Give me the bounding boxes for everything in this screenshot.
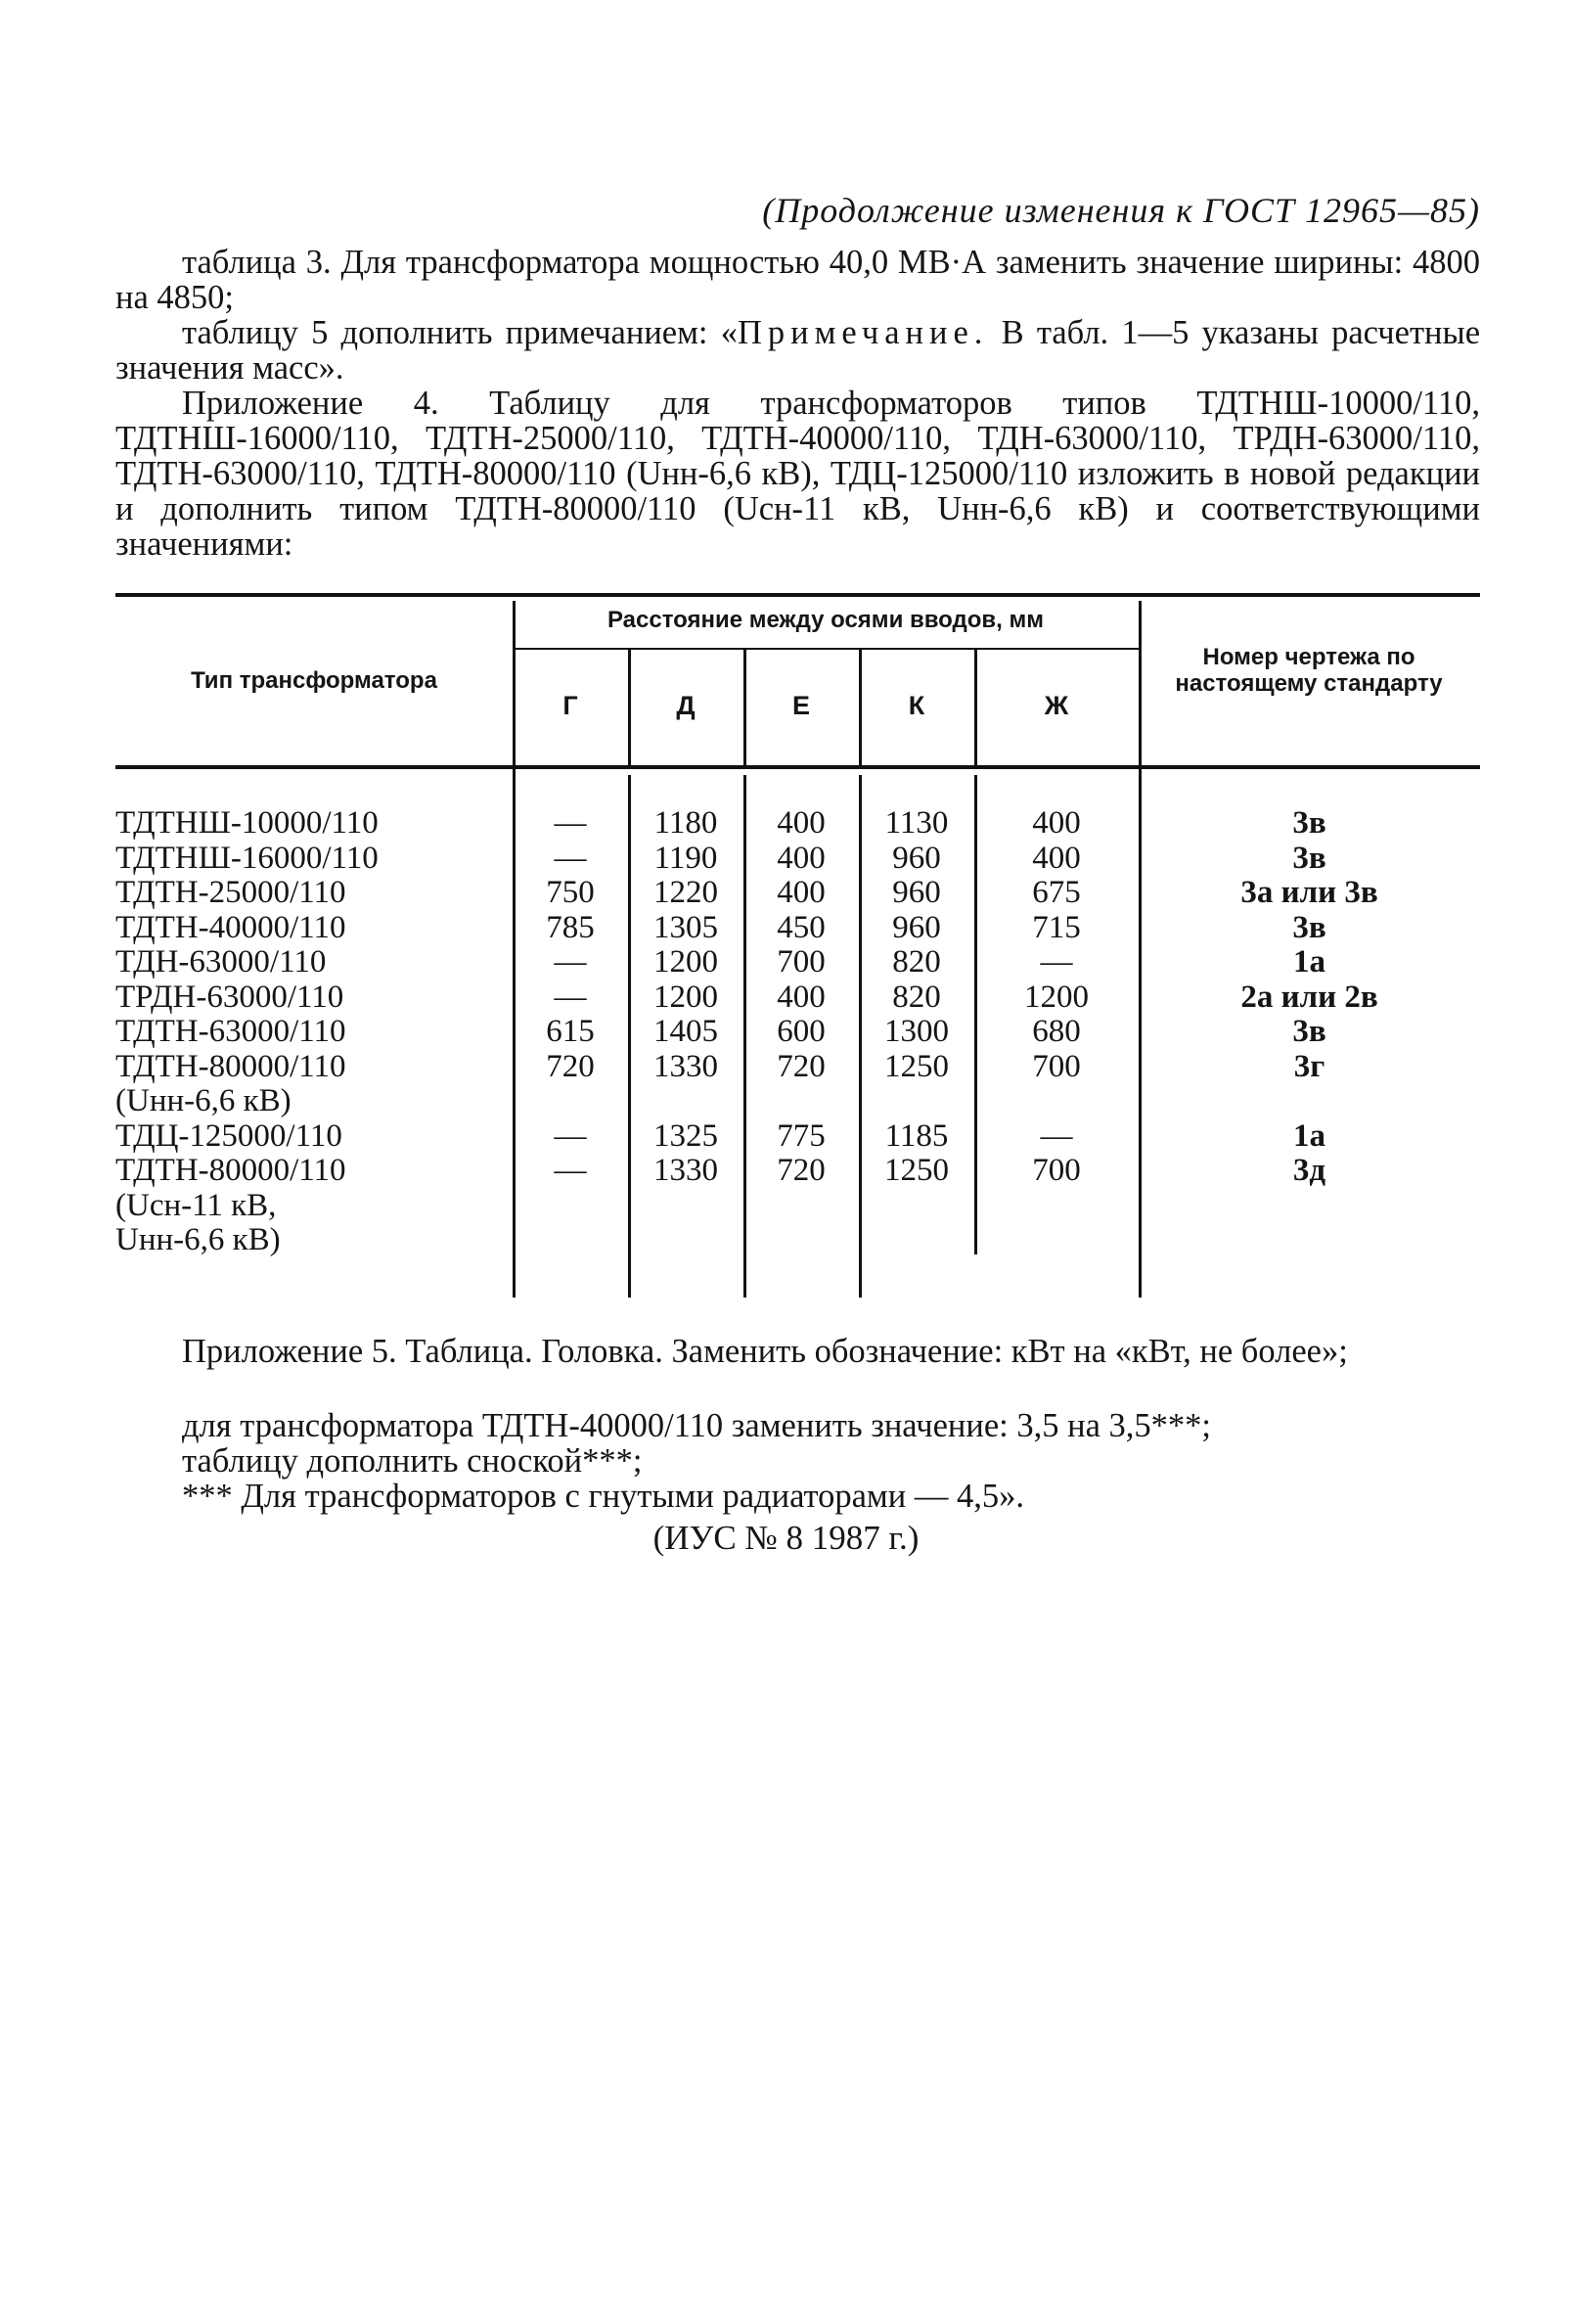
col-head-d: Д (676, 691, 696, 720)
cell-e: 400 (777, 979, 826, 1015)
cell-zh: 680 (1032, 1014, 1081, 1049)
page-header-continuation: (Продолжение изменения к ГОСТ 12965—85) (762, 191, 1480, 230)
paragraph-appendix4-text: Приложение 4. Таблицу для трансформаторов типов ТДТНШ-10000/110, ТДТНШ-16000/110, ТДТН-25000/110, ТДТН-40000/110, ТДН-63000/110, ТРДН-63000/110, ТДТН-63000/110, ТДТН-80000/110 (Uнн-6,6 кВ), ТДЦ-125000/110 изложить в новой редакции и дополнить типом ТДТН-80000/110 (Uсн-11 кВ, Uнн-6,6 кВ) и соответствующими значениями: (115, 385, 1480, 563)
table-row (115, 1015, 1480, 1050)
cell-d: 1305 (653, 909, 718, 945)
paragraph-table5 (115, 315, 1480, 386)
cell-d: 1190 (653, 840, 718, 876)
table-row (115, 1084, 1480, 1119)
cell-zh: 400 (1032, 805, 1081, 841)
cell-type: ТДТН-40000/110 (115, 909, 346, 945)
cell-zh: 1200 (1024, 979, 1089, 1015)
cell-g: — (554, 944, 587, 980)
cell-g: 615 (546, 1014, 595, 1049)
cell-d: 1405 (653, 1014, 718, 1049)
cell-e: 775 (777, 1117, 826, 1154)
cell-type: ТДТН-80000/110 (115, 1048, 346, 1084)
cell-type: ТДЦ-125000/110 (115, 1117, 342, 1154)
table-header-rule (115, 765, 1480, 769)
cell-g: — (554, 1153, 587, 1188)
cell-k: 960 (892, 840, 941, 876)
cell-e: 600 (777, 1014, 826, 1049)
cell-k: 960 (892, 909, 941, 945)
cell-k: 1250 (884, 1048, 949, 1084)
cell-k: 820 (892, 979, 941, 1015)
table-subheader-rule (513, 648, 1139, 650)
cell-d: 1180 (653, 805, 718, 841)
cell-k: 820 (892, 944, 941, 980)
header-type: Тип трансформатора (191, 667, 437, 694)
cell-k: 1250 (884, 1153, 949, 1188)
cell-type: ТДТН-80000/110 (115, 1153, 346, 1188)
cell-g: 750 (546, 875, 595, 910)
cell-type: ТДТНШ-10000/110 (115, 805, 379, 841)
cell-zh: 700 (1032, 1048, 1081, 1084)
cell-type: ТДН-63000/110 (115, 944, 327, 980)
cell-drawing: 3д (1292, 1153, 1326, 1188)
paragraph-table5-note: Примечание. (737, 314, 989, 351)
header-distance: Расстояние между осями вводов, мм (606, 607, 1045, 633)
table-row (115, 980, 1480, 1016)
cell-d: 1220 (653, 875, 718, 910)
table-row (115, 1154, 1480, 1189)
ius-reference: (ИУС № 8 1987 г.) (652, 1519, 920, 1557)
cell-d: 1200 (653, 979, 718, 1015)
cell-e: 400 (777, 875, 826, 910)
table-top-rule (115, 593, 1480, 597)
paragraph-table3-text: таблица 3. Для трансформатора мощностью 40,0 МВ·А заменить значение ширины: 4800 на 4850; (115, 244, 1480, 316)
table-row (115, 1189, 1480, 1224)
table-body (115, 806, 1480, 1258)
cell-d: 1325 (653, 1117, 718, 1154)
cell-zh: — (1040, 1117, 1073, 1154)
cell-e: 720 (777, 1153, 826, 1188)
col-head-zh: Ж (1044, 691, 1069, 720)
paragraph-appendix5 (115, 1333, 1480, 1370)
cell-k: 1300 (884, 1014, 949, 1049)
cell-d: 1200 (653, 944, 718, 980)
cell-type: ТДТНШ-16000/110 (115, 840, 379, 876)
cell-drawing: 2а или 2в (1240, 979, 1378, 1015)
cell-drawing: 1а (1293, 1117, 1325, 1154)
cell-e: 400 (777, 840, 826, 876)
cell-g: — (554, 805, 587, 841)
cell-type: Uнн-6,6 кВ) (115, 1222, 281, 1257)
cell-type: ТДТН-25000/110 (115, 875, 346, 910)
table-row (115, 1223, 1480, 1258)
paragraph-appendix5-text: Приложение 5. Таблица. Головка. Заменить обозначение: кВт на «кВт, не более»; (182, 1333, 1348, 1370)
table-row (115, 806, 1480, 842)
paragraph-table5-end: В табл. 1—5 указаны расчетные значения масс». (115, 314, 1481, 387)
table-row (115, 945, 1480, 980)
cell-e: 400 (777, 805, 826, 841)
cell-zh: 700 (1032, 1153, 1081, 1188)
cell-k: 960 (892, 875, 941, 910)
cell-drawing: 3в (1292, 840, 1326, 876)
cell-d: 1330 (653, 1048, 718, 1084)
cell-drawing: 1а (1293, 944, 1325, 980)
paragraph-table3 (115, 245, 1480, 315)
cell-type: (Uнн-6,6 кВ) (115, 1083, 292, 1118)
table-row (115, 1119, 1480, 1155)
cell-e: 720 (777, 1048, 826, 1084)
cell-k: 1130 (884, 805, 949, 841)
table-row (115, 1050, 1480, 1085)
cell-g: — (554, 840, 587, 876)
col-head-e: Е (791, 691, 810, 720)
cell-type: ТРДН-63000/110 (115, 979, 344, 1015)
cell-g: — (554, 979, 587, 1015)
paragraph-replace-value: для трансформатора ТДТН-40000/110 заменить значение: 3,5 на 3,5***; (182, 1407, 1211, 1444)
transformer-table (115, 593, 1480, 1298)
cell-drawing: 3в (1292, 805, 1326, 841)
cell-type: (Uсн-11 кВ, (115, 1187, 277, 1223)
cell-k: 1185 (884, 1117, 949, 1154)
header-drawing: Номер чертежа по настоящему стандарту (1175, 644, 1443, 697)
paragraph-table5-start: таблицу 5 дополнить примечанием: « (182, 314, 738, 351)
table-row (115, 911, 1480, 946)
paragraph-footnote: *** Для трансформаторов с гнутыми радиаторами — 4,5». (182, 1478, 1024, 1515)
col-head-g: Г (562, 691, 578, 720)
cell-d: 1330 (653, 1153, 718, 1188)
table-row (115, 876, 1480, 911)
col-head-k: К (908, 691, 925, 720)
cell-drawing: 3в (1292, 1014, 1326, 1049)
cell-type: ТДТН-63000/110 (115, 1014, 346, 1049)
cell-g: 720 (546, 1048, 595, 1084)
paragraph-appendix4 (115, 386, 1480, 562)
cell-e: 700 (777, 944, 826, 980)
cell-zh: 400 (1032, 840, 1081, 876)
cell-g: 785 (546, 909, 595, 945)
cell-e: 450 (777, 909, 826, 945)
cell-zh: 715 (1032, 909, 1081, 945)
paragraph-footnote-add: таблицу дополнить сноской***; (182, 1442, 643, 1480)
cell-drawing: 3г (1293, 1048, 1325, 1084)
cell-drawing: 3а или 3в (1240, 875, 1378, 910)
cell-drawing: 3в (1292, 909, 1326, 945)
cell-g: — (554, 1117, 587, 1154)
cell-zh: — (1040, 944, 1073, 980)
table-row (115, 842, 1480, 877)
cell-zh: 675 (1032, 875, 1081, 910)
